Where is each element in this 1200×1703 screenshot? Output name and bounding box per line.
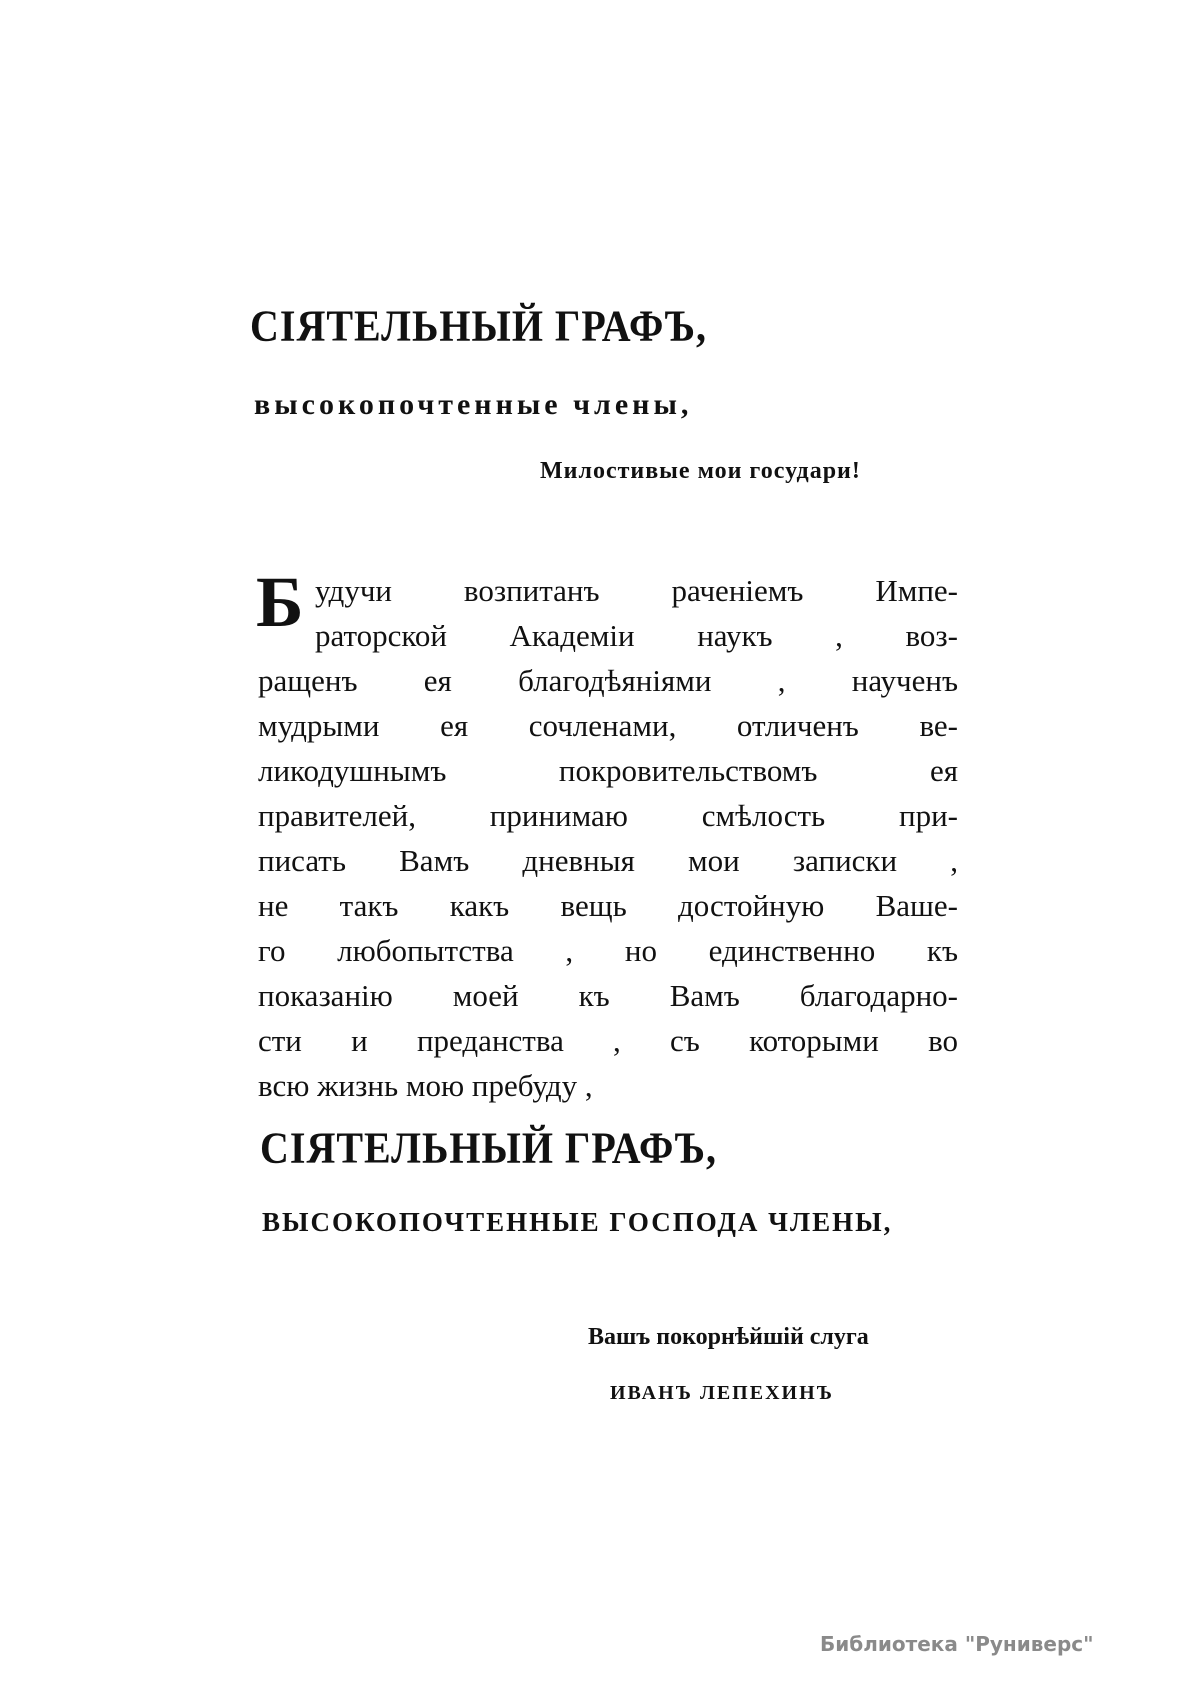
closing-subheading: ВЫСОКОПОЧТЕННЫЕ ГОСПОДА ЧЛЕНЫ, [262,1207,893,1237]
dedication-heading: СІЯТЕЛЬНЫЙ ГРАФЪ, [250,301,708,351]
body-line: сти и преданства , съ которыми во [258,1023,958,1058]
body-line: показанію моей къ Вамъ благодарно- [258,978,958,1013]
body-line: писать Вамъ дневныя мои записки , [258,843,958,878]
signature-line: Вашъ покорнѣйшій слуга [588,1324,869,1350]
dedication-body [256,562,958,1108]
signature-name: ИВАНЪ ЛЕПЕХИНЪ [610,1382,834,1404]
body-line: ращенъ ея благодѣяніями , наученъ [258,663,958,698]
body-line: удучи возпитанъ раченіемъ Импе- [315,573,958,608]
body-line: правителей, принимаю смѣлость при- [258,798,958,833]
library-watermark: Библиотека "Руниверс" [820,1632,1094,1656]
closing-heading: СІЯТЕЛЬНЫЙ ГРАФЪ, [260,1123,718,1173]
body-line: ликодушнымъ покровительствомъ ея [258,753,958,788]
dedication-address: Милостивые мои государи! [540,458,861,484]
dedication-subheading: высокопочтенные члены, [254,388,693,421]
body-line: мудрыми ея сочленами, отличенъ ве- [258,708,958,743]
body-line: го любопытства , но единственно къ [258,933,958,968]
body-line: не такъ какъ вещь достойную Ваше- [258,888,958,923]
body-line: всю жизнь мою пребуду , [258,1068,593,1103]
drop-cap: Б [256,562,304,642]
body-line: раторской Академіи наукъ , воз- [315,618,958,653]
